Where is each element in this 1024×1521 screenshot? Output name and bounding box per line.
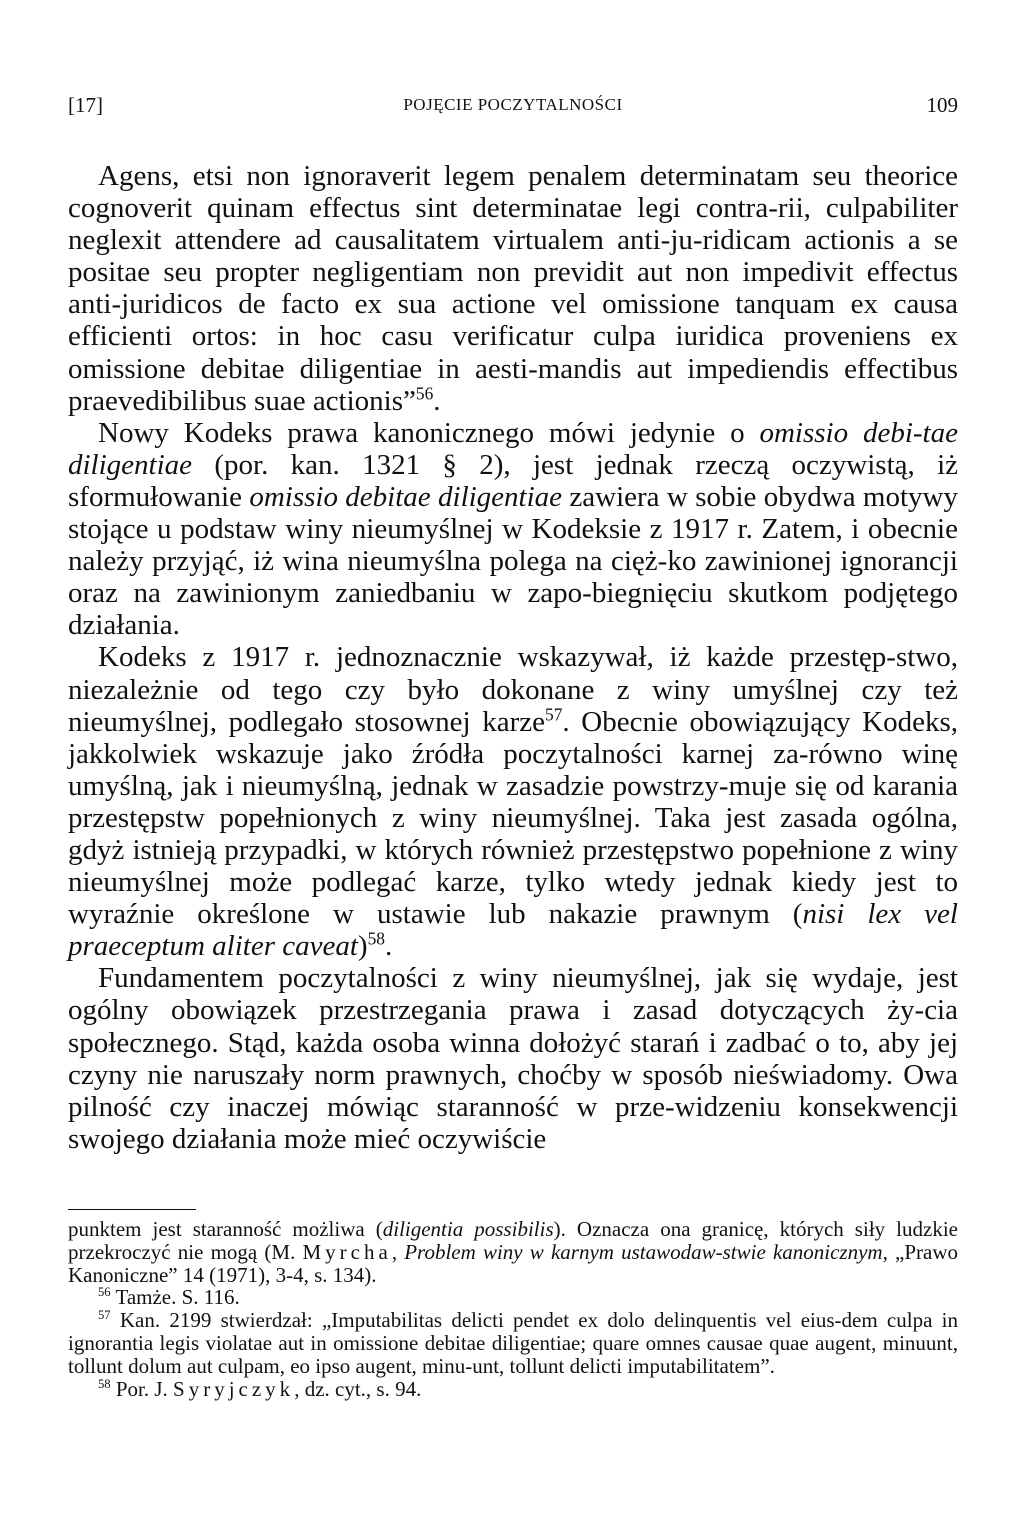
- paragraph-foundation: [68, 962, 958, 1155]
- text-run: ): [357, 930, 368, 963]
- text-run: . Obecnie obowiązujący Kodeks, jakkolwiek wskazuje jako źródła poczytalności karnej za-równo winę umyślną, jak i nieumyślną, jednak w zasadzie powstrzy-muje się od karania przestępstw popełnionych z winy nieumyślnej. Taka jest zasada ogólna, gdyż istnieją przypadki, w których również przestępstwo popełnione z winy nieumyślnej może podlegać karze, tylko wtedy jednak kiedy jest to wyraźnie określone w ustawie lub nakazie prawnym (: [68, 705, 959, 931]
- footnote-continuation: [68, 1218, 958, 1286]
- text-run: Nowy Kodeks prawa kanonicznego mówi jedynie o: [98, 416, 760, 449]
- running-title: POJĘCIE POCZYTALNOŚCI: [403, 95, 623, 114]
- text-run: ). Oznacza ona granicę, których siły ludzkie przekroczyć nie mogą (M.: [68, 1217, 958, 1264]
- author-name: Syryjczyk: [173, 1376, 295, 1401]
- footnote-text: Tamże. S. 116.: [110, 1285, 240, 1310]
- running-head: [68, 90, 958, 120]
- italic-term: diligentia possibilis: [382, 1217, 554, 1241]
- text-run: (por. kan. 1321 § 2), jest jednak rzeczą oczywistą, iż sformułowanie: [68, 448, 958, 513]
- text-run: ,: [391, 1239, 405, 1264]
- text-run: , „Prawo Kanoniczne” 14 (1971), 3-4, s. 134).: [68, 1239, 958, 1287]
- italic-term: nisi lex vel praeceptum aliter caveat: [68, 898, 958, 963]
- author-name: Myrcha: [302, 1239, 392, 1264]
- footnote-text: Kan. 2199 stwierdzał: „Imputabilitas delicti pendet ex dolo delinquentis vel eius-dem culpa in ignorantia legis violatae aut in omissione debitae diligentiae; quare omnes causae quae augent, minuunt, tollunt dolum aut culpam, eo ipso augent, minu-unt, tollunt delicti imputabilitatem”.: [68, 1308, 958, 1378]
- punctuation: .: [384, 930, 393, 963]
- footnote-ref-56: 56: [415, 383, 434, 403]
- footnote-58: [68, 1378, 958, 1401]
- footnote-57: [68, 1309, 958, 1377]
- footnote-number: 57: [98, 1308, 111, 1323]
- punctuation: .: [433, 384, 441, 417]
- main-text: [68, 160, 958, 1155]
- footnote-text: Por. J.: [110, 1376, 174, 1401]
- text-run: zawiera w sobie obydwa motywy stojące u podstaw winy nieumyślnej w Kodeksie z 1917 r. Zatem, i obecnie należy przyjąć, iż wina nieumyślna polega na cięż-ko zawinionej ignorancji oraz na zawinionym zaniedbaniu w zapo-biegnięciu skutkom podjętego działania.: [68, 480, 958, 642]
- paragraph-1917-code: [68, 641, 958, 962]
- footnote-56: [68, 1286, 958, 1309]
- text-run: Kodeks z 1917 r. jednoznacznie wskazywał, iż każde przestęp-stwo, niezależnie od tego czy było dokonane z winy umyślnej czy też nieumyślnej, podlegało stosownej karze: [68, 641, 958, 738]
- footnote-divider: [68, 1209, 196, 1210]
- paragraph-new-code: [68, 417, 958, 642]
- italic-term: omissio debitae diligentiae: [249, 480, 563, 513]
- footnote-ref-57: 57: [545, 703, 563, 724]
- text-run: Fundamentem poczytalności z winy nieumyślnej, jak się wydaje, jest ogólny obowiązek przestrzegania prawa i zasad dotyczących ży-cia społecznego. Stąd, każda osoba winna dołożyć starań i zadbać o to, aby jej czyny nie naruszały norm prawnych, choćby w sposób nieświadomy. Owa pilność czy inaczej mówiąc staranność w prze-widzeniu konsekwencji swojego działania może mieć oczywiście: [68, 962, 958, 1155]
- footnotes: [68, 1218, 958, 1400]
- italic-term: omissio debi-tae diligentiae: [68, 416, 958, 481]
- section-number: [17]: [68, 93, 103, 117]
- latin-quote-text: Agens, etsi non ignoraverit legem penalem determinatam seu theorice cognoverit quinam effectus sint determinatae legi contra-rii, culpabiliter neglexit attendere ad causalitatem virtualem anti-ju-ridicam actionis a se positae seu propter negligentiam non previdit aut non impedivit effectus anti-juridicos de facto ex sua actione vel omissione tanquam ex causa efficienti ortos: in hoc casu verificatur culpa iuridica proveniens ex omissione debitae diligentiae in aesti-mandis aut impediendis effectibus praevedibilibus suae actionis”: [68, 160, 958, 417]
- work-title: Problem winy w karnym ustawodaw-stwie kanonicznym: [404, 1239, 883, 1264]
- footnote-text: , dz. cyt., s. 94.: [294, 1376, 422, 1401]
- footnote-number: 58: [98, 1376, 111, 1391]
- footnote-number: 56: [98, 1285, 111, 1300]
- page-number: 109: [926, 93, 958, 117]
- footnote-ref-58: 58: [367, 928, 385, 949]
- paragraph-latin-quote: [68, 160, 958, 417]
- text-run: punktem jest staranność możliwa (: [68, 1217, 383, 1241]
